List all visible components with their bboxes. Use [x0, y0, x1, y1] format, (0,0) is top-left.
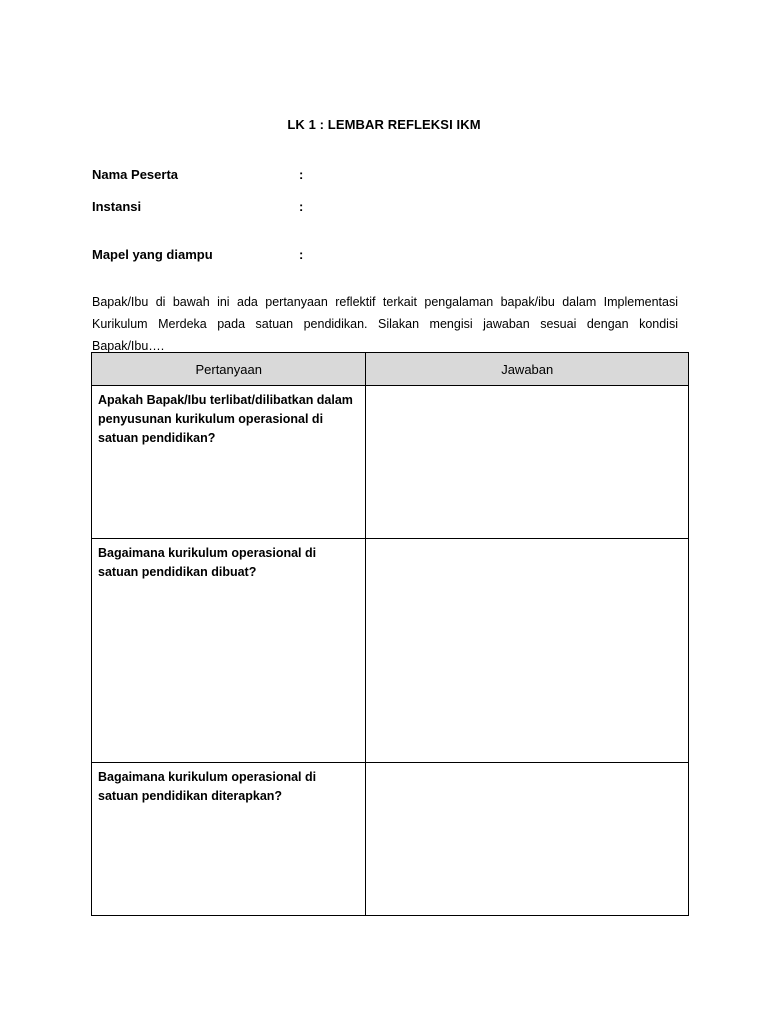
- reflection-table: [91, 352, 689, 916]
- question-cell: Bagaimana kurikulum operasional di satuan pendidikan diterapkan?: [92, 763, 366, 916]
- page-title: LK 1 : LEMBAR REFLEKSI IKM: [287, 117, 481, 132]
- table-header-row: [92, 353, 689, 386]
- table-row: [92, 763, 689, 916]
- intro-paragraph: Bapak/Ibu di bawah ini ada pertanyaan reflektif terkait pengalaman bapak/ibu dalam Implementasi Kurikulum Merdeka pada satuan pendidikan. Silakan mengisi jawaban sesuai dengan kondisi Bapak/Ibu….: [92, 295, 678, 353]
- header-jawaban: Jawaban: [366, 353, 689, 386]
- field-separator: :: [299, 247, 304, 262]
- answer-cell[interactable]: [366, 386, 689, 539]
- answer-cell[interactable]: [366, 539, 689, 763]
- field-label: Mapel yang diampu: [92, 247, 213, 262]
- field-separator: :: [299, 199, 304, 214]
- field-separator: :: [299, 167, 304, 182]
- table-row: [92, 386, 689, 539]
- question-cell: Bagaimana kurikulum operasional di satuan pendidikan dibuat?: [92, 539, 366, 763]
- header-pertanyaan: Pertanyaan: [92, 353, 366, 386]
- table-row: [92, 539, 689, 763]
- answer-cell[interactable]: [366, 763, 689, 916]
- field-label: Instansi: [92, 199, 142, 214]
- question-cell: Apakah Bapak/Ibu terlibat/dilibatkan dalam penyusunan kurikulum operasional di satuan pendidikan?: [92, 386, 366, 539]
- field-label: Nama Peserta: [92, 167, 178, 182]
